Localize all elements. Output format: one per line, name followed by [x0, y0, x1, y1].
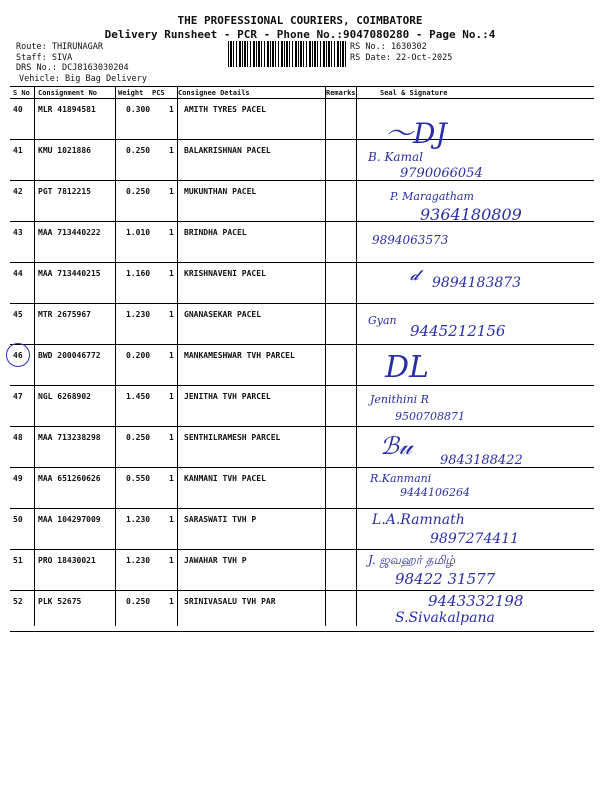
cell-det: AMITH TYRES PACEL: [184, 105, 266, 114]
phone-53: 9443332198: [428, 592, 524, 610]
col-consignment: Consignment No: [38, 89, 98, 97]
col-weight: Weight: [118, 89, 144, 97]
cell-det: GNANASEKAR PACEL: [184, 310, 262, 319]
cell-sno: 44: [13, 269, 23, 278]
cell-pcs: 1: [169, 515, 174, 524]
cell-pcs: 1: [169, 433, 174, 442]
signature-46: Gyan: [368, 314, 397, 327]
table-row: [10, 549, 594, 590]
phone-52: 98422 31577: [395, 570, 496, 588]
signature-41: B. Kamal: [368, 150, 423, 164]
rs-number: RS No.: 1630302: [350, 42, 427, 52]
cell-sno: 50: [13, 515, 23, 524]
cell-det: BRINDHA PACEL: [184, 228, 247, 237]
phone-41: 9790066054: [400, 166, 483, 181]
cell-pcs: 1: [169, 556, 174, 565]
cell-pcs: 1: [169, 474, 174, 483]
cell-sno: 48: [13, 433, 23, 442]
cell-pcs: 1: [169, 228, 174, 237]
cell-cons: PGT 7812215: [38, 187, 91, 196]
cell-wt: 1.230: [126, 515, 151, 524]
cell-wt: 0.250: [126, 597, 151, 606]
cell-pcs: 1: [169, 146, 174, 155]
cell-sno: 49: [13, 474, 23, 483]
cell-wt: 0.300: [126, 105, 151, 114]
cell-cons: MAA 713440215: [38, 269, 101, 278]
cell-wt: 0.250: [126, 146, 151, 155]
col-remarks: Remarks: [326, 89, 356, 97]
table-row: [10, 385, 594, 426]
row-rule: [10, 631, 594, 632]
phone-43: 9894063573: [372, 233, 449, 247]
phone-42: 9364180809: [420, 205, 522, 224]
cell-sno: 41: [13, 146, 23, 155]
signature-51: L.A.Ramnath: [372, 512, 465, 528]
sno-circle-mark: [6, 343, 30, 367]
table-row: [10, 467, 594, 508]
phone-45: 9894183873: [432, 275, 522, 291]
drs-number: DRS No.: DCJ8163030204: [16, 63, 129, 73]
phone-46: 9445212156: [410, 322, 506, 340]
col-pcs: PCS: [152, 89, 165, 97]
cell-sno: 47: [13, 392, 23, 401]
signature-40: 〜DJ: [385, 117, 447, 150]
phone-50: 9444106264: [400, 486, 470, 499]
header-top-rule: [10, 86, 594, 87]
route-info: [16, 42, 147, 84]
runsheet-info: [350, 42, 452, 63]
cell-pcs: 1: [169, 105, 174, 114]
cell-det: KANMANI TVH PACEL: [184, 474, 266, 483]
cell-det: JAWAHAR TVH P: [184, 556, 247, 565]
cell-sno: 46: [13, 351, 23, 360]
cell-cons: BWD 200046772: [38, 351, 101, 360]
phone-51: 9897274411: [430, 531, 520, 547]
signature-49: ℬ𝓊: [380, 432, 413, 460]
cell-wt: 1.010: [126, 228, 151, 237]
vehicle: Vehicle: Big Bag Delivery: [19, 73, 147, 84]
col-details: Consignee Details: [178, 89, 250, 97]
cell-det: SRINIVASALU TVH PAR: [184, 597, 276, 606]
cell-wt: 0.200: [126, 351, 151, 360]
cell-wt: 0.250: [126, 187, 151, 196]
cell-det: SENTHILRAMESH PARCEL: [184, 433, 281, 442]
phone-48: 9500708871: [395, 410, 465, 423]
cell-cons: MAA 713440222: [38, 228, 101, 237]
table-row: [10, 139, 594, 180]
cell-cons: PRO 18430021: [38, 556, 96, 565]
cell-sno: 40: [13, 105, 23, 114]
company-title: THE PROFESSIONAL COURIERS, COIMBATORE: [177, 14, 423, 27]
cell-cons: NGL 6268902: [38, 392, 91, 401]
signature-42: P. Maragatham: [390, 190, 474, 203]
cell-det: MANKAMESHWAR TVH PARCEL: [184, 351, 295, 360]
barcode: [228, 41, 346, 67]
cell-wt: 1.160: [126, 269, 151, 278]
cell-det: JENITHA TVH PARCEL: [184, 392, 271, 401]
cell-cons: KMU 1021886: [38, 146, 91, 155]
cell-wt: 1.230: [126, 310, 151, 319]
cell-pcs: 1: [169, 310, 174, 319]
cell-sno: 43: [13, 228, 23, 237]
cell-wt: 0.550: [126, 474, 151, 483]
cell-pcs: 1: [169, 392, 174, 401]
rs-date: RS Date: 22-Oct-2025: [350, 52, 453, 63]
cell-cons: MLR 41894581: [38, 105, 96, 114]
signature-45: 𝓭: [410, 265, 420, 284]
cell-det: SARASWATI TVH P: [184, 515, 257, 524]
cell-wt: 1.450: [126, 392, 151, 401]
cell-pcs: 1: [169, 351, 174, 360]
cell-pcs: 1: [169, 269, 174, 278]
table-row: [10, 98, 594, 139]
cell-cons: MAA 651260626: [38, 474, 101, 483]
cell-sno: 52: [13, 597, 23, 606]
col-seal: Seal & Signature: [380, 89, 448, 97]
phone-49: 9843188422: [440, 453, 523, 468]
cell-det: KRISHNAVENI PACEL: [184, 269, 266, 278]
cell-pcs: 1: [169, 597, 174, 606]
cell-cons: MAA 713238298: [38, 433, 101, 442]
cell-cons: MAA 104297009: [38, 515, 101, 524]
signature-48: Jenithini R: [370, 393, 429, 406]
cell-det: BALAKRISHNAN PACEL: [184, 146, 271, 155]
staff: Staff: SIVA: [16, 52, 73, 63]
route: Route: THIRUNAGAR: [16, 42, 103, 52]
cell-sno: 51: [13, 556, 23, 565]
signature-50: R.Kanmani: [370, 472, 432, 485]
table-row: [10, 303, 594, 344]
signature-53: S.Sivakalpana: [395, 610, 495, 626]
cell-cons: PLK 52675: [38, 597, 82, 606]
table-row: [10, 221, 594, 262]
cell-pcs: 1: [169, 187, 174, 196]
cell-det: MUKUNTHAN PACEL: [184, 187, 257, 196]
signature-52: J. ஜவஹர் தமிழ்: [368, 553, 456, 567]
cell-wt: 1.230: [126, 556, 151, 565]
table-row: [10, 344, 594, 385]
cell-sno: 42: [13, 187, 23, 196]
cell-wt: 0.250: [126, 433, 151, 442]
col-sno: S No: [13, 89, 30, 97]
cell-sno: 45: [13, 310, 23, 319]
cell-cons: MTR 2675967: [38, 310, 91, 319]
signature-47: DL: [385, 350, 429, 385]
runsheet-subtitle: Delivery Runsheet - PCR - Phone No.:9047080280 - Page No.:4: [104, 28, 496, 41]
